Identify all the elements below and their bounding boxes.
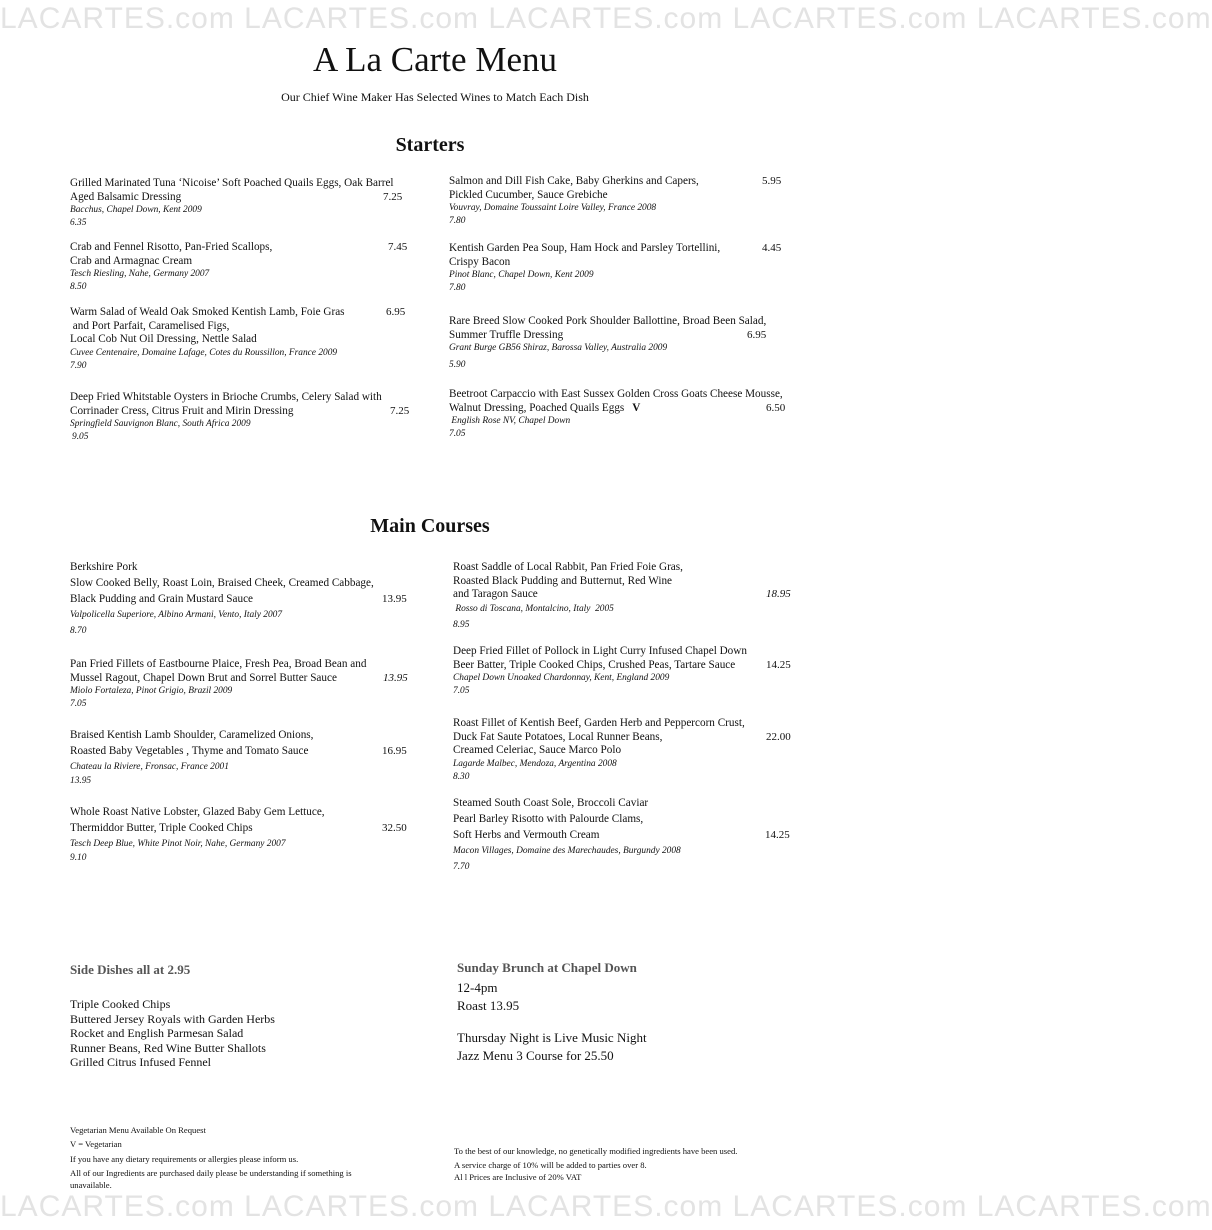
page-title: A La Carte Menu (313, 40, 557, 79)
side-dish-item: Buttered Jersey Royals with Garden Herbs (70, 1011, 275, 1026)
dish-name-line: Beetroot Carpaccio with East Sussex Golden Cross Goats Cheese Mousse, (449, 388, 783, 400)
main-lamb-shoulder (70, 727, 415, 787)
dish-name-line: Aged Balsamic Dressing (70, 190, 182, 203)
dish-name-line: Beer Batter, Triple Cooked Chips, Crushed Peas, Tartare Sauce (453, 658, 736, 671)
wine-price: 7.80 (449, 283, 466, 293)
main-pollock (453, 645, 823, 698)
main-rabbit (453, 561, 823, 634)
dish-name-line: Rare Breed Slow Cooked Pork Shoulder Ballottine, Broad Been Salad, (449, 315, 767, 327)
wine-price: 9.10 (70, 853, 87, 863)
footer-line: A service charge of 10% will be added to parties over 8. (454, 1160, 647, 1171)
dish-price: 13.95 (382, 593, 407, 605)
dish-name-line: and Port Parfait, Caramelised Figs, (70, 319, 230, 332)
footer-line: To the best of our knowledge, no genetically modified ingredients have been used. (454, 1146, 738, 1156)
main-sole (453, 795, 823, 875)
dish-price: 13.95 (383, 671, 408, 684)
wine-price: 7.05 (453, 686, 470, 696)
side-dishes-list (70, 997, 410, 1070)
wine-pairing: Cuvee Centenaire, Domaine Lafage, Cotes du Roussillon, France 2009 (70, 347, 338, 358)
wine-pairing: Lagarde Malbec, Mendoza, Argentina 2008 (453, 758, 617, 769)
dish-price: 7.25 (390, 404, 410, 417)
main-berkshire-pork (70, 559, 415, 639)
wine-pairing: Macon Villages, Domaine des Marechaudes, Burgundy 2008 (453, 846, 681, 856)
side-dish-item: Rocket and English Parmesan Salad (70, 1026, 244, 1040)
footer-right (454, 1146, 814, 1183)
brunch-details (457, 979, 817, 1065)
footer-line: unavailable. (70, 1179, 112, 1190)
wine-pairing: Bacchus, Chapel Down, Kent 2009 (70, 205, 202, 215)
dish-name-line: Crispy Bacon (449, 255, 511, 268)
footer-line: Vegetarian Menu Available On Request (70, 1125, 206, 1135)
starter-pork-ballottine (449, 315, 819, 372)
starters-heading: Starters (395, 134, 465, 156)
wine-price: 8.95 (453, 619, 470, 630)
dish-price: 4.45 (762, 242, 782, 254)
wine-price: 13.95 (70, 776, 92, 786)
dish-name-line: Duck Fat Saute Potatoes, Local Runner Beans, (453, 730, 663, 743)
dish-name-line: Roasted Baby Vegetables , Thyme and Tomato Sauce (70, 745, 309, 757)
wine-price: 7.05 (70, 699, 87, 709)
dish-price: 6.50 (766, 401, 786, 414)
wine-price: 8.50 (70, 282, 87, 292)
wine-pairing: Miolo Fortaleza, Pinot Grigio, Brazil 2009 (70, 686, 233, 696)
jazz-menu-note: Jazz Menu 3 Course for 25.50 (457, 1048, 614, 1063)
dish-name-line: Pickled Cucumber, Sauce Grebiche (449, 188, 608, 201)
starter-beetroot-carpaccio (449, 388, 819, 441)
dish-name-line: Braised Kentish Lamb Shoulder, Caramelized Onions, (70, 729, 314, 741)
live-music-note: Thursday Night is Live Music Night (457, 1030, 647, 1045)
dish-price: 6.95 (386, 306, 406, 318)
side-dishes-heading: Side Dishes all at 2.95 (70, 962, 191, 977)
wine-price: 8.70 (70, 626, 87, 636)
main-beef-fillet (453, 717, 823, 784)
starter-lamb-salad (70, 306, 415, 373)
brunch-hours: 12-4pm (457, 980, 498, 995)
dish-name-line: Soft Herbs and Vermouth Cream (453, 829, 600, 841)
wine-price: 7.05 (449, 429, 466, 439)
wine-price: 6.35 (70, 218, 87, 228)
watermark-bottom: LACARTES.com LACARTES.com LACARTES.com LACARTES.com LACARTES.com (0, 1190, 1212, 1223)
dish-name-line: Roasted Black Pudding and Butternut, Red Wine (453, 574, 673, 587)
wine-price: 7.80 (449, 216, 466, 226)
side-dish-item: Grilled Citrus Infused Fennel (70, 1055, 211, 1069)
footer-line: All of our Ingredients are purchased daily please be understanding if something is (70, 1168, 352, 1179)
dish-name-line: Grilled Marinated Tuna ‘Nicoise’ Soft Poached Quails Eggs, Oak Barrel (70, 177, 394, 189)
dish-name-line: Roast Fillet of Kentish Beef, Garden Herb and Peppercorn Crust, (453, 717, 745, 729)
dish-name-line: Crab and Fennel Risotto, Pan-Fried Scallops, (70, 241, 273, 253)
dish-name-line: Salmon and Dill Fish Cake, Baby Gherkins and Capers, (449, 175, 699, 187)
vegetarian-mark: V (632, 401, 641, 414)
main-plaice (70, 658, 415, 711)
dish-name-line: Deep Fried Whitstable Oysters in Brioche Crumbs, Celery Salad with (70, 391, 382, 403)
dish-price: 22.00 (766, 730, 791, 743)
wine-price: 7.70 (453, 862, 470, 872)
footer-line: If you have any dietary requirements or allergies please inform us. (70, 1153, 299, 1164)
wine-pairing: Pinot Blanc, Chapel Down, Kent 2009 (449, 270, 594, 280)
starter-crab-risotto (70, 241, 415, 294)
wine-pairing: Tesch Deep Blue, White Pinot Noir, Nahe, Germany 2007 (70, 839, 286, 849)
dish-name-line: Steamed South Coast Sole, Broccoli Caviar (453, 797, 649, 809)
wine-pairing: Vouvray, Domaine Toussaint Loire Valley, France 2008 (449, 203, 657, 213)
wine-price: 5.90 (449, 360, 466, 370)
wine-pairing: Valpolicella Superiore, Albino Armani, Vento, Italy 2007 (70, 610, 283, 620)
main-courses-heading: Main Courses (370, 515, 490, 537)
dish-name-line: Deep Fried Fillet of Pollock in Light Curry Infused Chapel Down (453, 645, 747, 657)
dish-price: 14.25 (766, 658, 791, 671)
wine-price: 8.30 (453, 771, 470, 782)
dish-name-line: Crab and Armagnac Cream (70, 254, 193, 267)
dish-price: 6.95 (747, 328, 767, 341)
dish-name-line: Summer Truffle Dressing (449, 328, 564, 341)
watermark-top: LACARTES.com LACARTES.com LACARTES.com LACARTES.com LACARTES.com (0, 2, 1212, 35)
starter-oysters (70, 391, 415, 444)
dish-price: 32.50 (382, 822, 407, 834)
dish-name-line: Mussel Ragout, Chapel Down Brut and Sorrel Butter Sauce (70, 671, 337, 684)
side-dish-item: Runner Beans, Red Wine Butter Shallots (70, 1040, 266, 1055)
dish-name-line: Whole Roast Native Lobster, Glazed Baby Gem Lettuce, (70, 806, 325, 818)
brunch-roast: Roast 13.95 (457, 998, 520, 1013)
wine-pairing: Chateau la Riviere, Fronsac, France 2001 (70, 762, 229, 772)
dish-price: 5.95 (762, 175, 782, 187)
dish-name-line: Roast Saddle of Local Rabbit, Pan Fried Foie Gras, (453, 561, 683, 573)
wine-price: 7.90 (70, 360, 87, 371)
dish-name-line: Black Pudding and Grain Mustard Sauce (70, 593, 254, 605)
dish-price: 16.95 (382, 745, 407, 757)
dish-name-line: Pearl Barley Risotto with Palourde Clams, (453, 813, 644, 825)
footer-left (70, 1125, 420, 1191)
dish-name-line: Pan Fried Fillets of Eastbourne Plaice, Fresh Pea, Broad Bean and (70, 658, 367, 670)
dish-name-line: Creamed Celeriac, Sauce Marco Polo (453, 744, 622, 756)
dish-price: 7.45 (388, 241, 408, 253)
dish-name-line: Slow Cooked Belly, Roast Loin, Braised Cheek, Creamed Cabbage, (70, 577, 374, 589)
dish-name-line: Walnut Dressing, Poached Quails Eggs (449, 401, 625, 414)
main-lobster (70, 804, 415, 864)
wine-pairing: Grant Burge GB56 Shiraz, Barossa Valley, Australia 2009 (449, 343, 668, 353)
wine-pairing: Rosso di Toscana, Montalcino, Italy 2005 (453, 603, 614, 614)
side-dish-item: Triple Cooked Chips (70, 997, 171, 1011)
dish-name-line: Corrinader Cress, Citrus Fruit and Mirin Dressing (70, 404, 294, 417)
dish-name-line: Thermiddor Butter, Triple Cooked Chips (70, 822, 253, 834)
dish-price: 18.95 (766, 588, 791, 600)
starter-salmon-fish-cake (449, 175, 819, 228)
dish-name-line: and Taragon Sauce (453, 588, 538, 600)
wine-price: 9.05 (72, 432, 89, 442)
dish-name-line: Berkshire Pork (70, 561, 138, 573)
sunday-brunch-heading: Sunday Brunch at Chapel Down (457, 960, 637, 975)
wine-pairing: English Rose NV, Chapel Down (449, 416, 571, 426)
dish-name-line: Kentish Garden Pea Soup, Ham Hock and Parsley Tortellini, (449, 242, 721, 254)
footer-line: V = Vegetarian (70, 1139, 122, 1150)
dish-price: 14.25 (765, 829, 790, 841)
starter-pea-soup (449, 242, 819, 295)
wine-pairing: Tesch Riesling, Nahe, Germany 2007 (70, 269, 210, 279)
wine-pairing: Chapel Down Unoaked Chardonnay, Kent, England 2009 (453, 673, 670, 683)
page-subtitle: Our Chief Wine Maker Has Selected Wines to Match Each Dish (281, 90, 589, 104)
dish-price: 7.25 (383, 190, 403, 203)
dish-name-line: Local Cob Nut Oil Dressing, Nettle Salad (70, 333, 257, 345)
starter-tuna (70, 177, 415, 230)
footer-line: Al l Prices are Inclusive of 20% VAT (454, 1171, 582, 1182)
dish-name-line: Warm Salad of Weald Oak Smoked Kentish Lamb, Foie Gras (70, 306, 345, 318)
wine-pairing: Springfield Sauvignon Blanc, South Africa 2009 (70, 419, 251, 429)
